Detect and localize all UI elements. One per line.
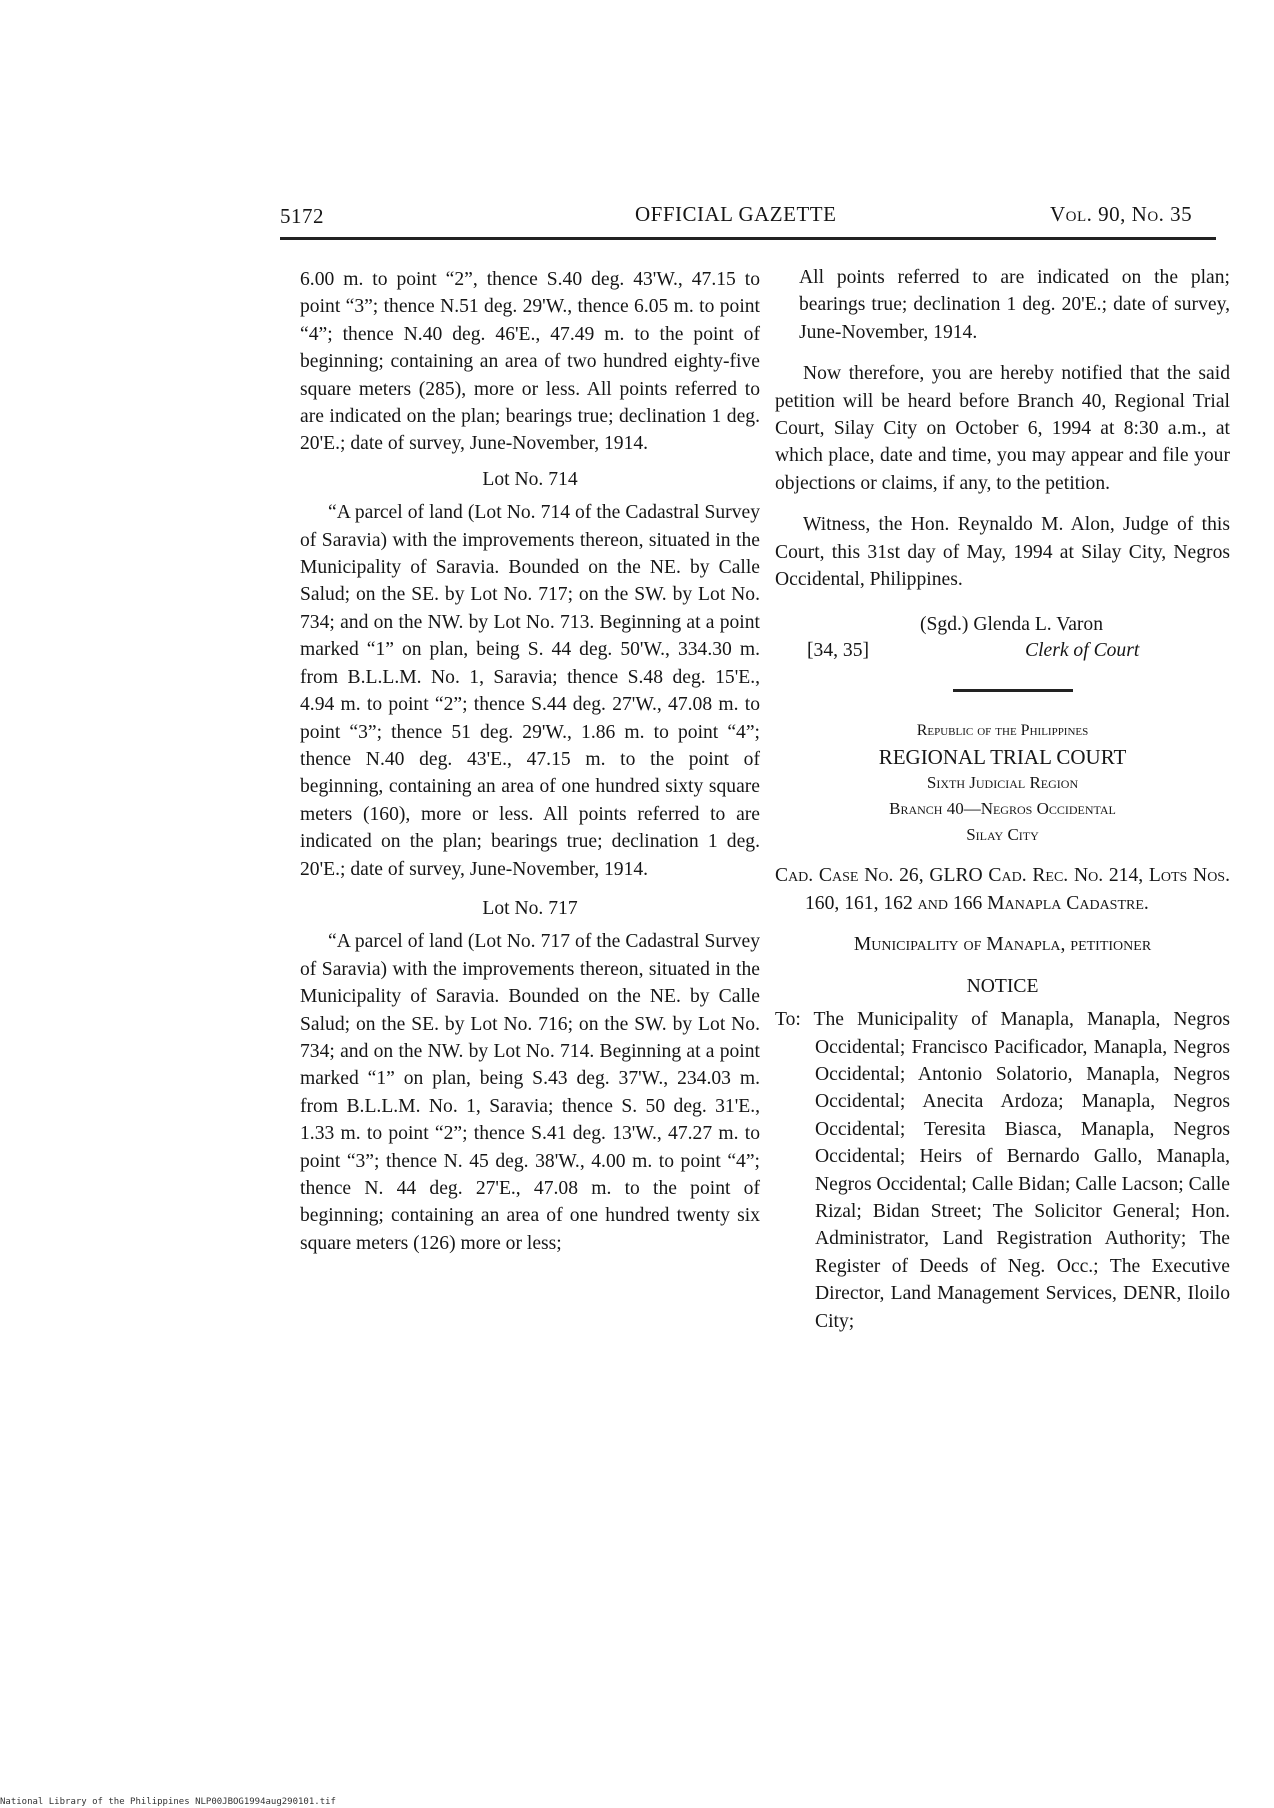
scan-footer: National Library of the Philippines NLP00JBOG1994aug290101.tif xyxy=(0,1797,336,1807)
court-branch: Branch 40—Negros Occidental xyxy=(889,799,1116,819)
issue-reference: [34, 35] xyxy=(807,640,870,662)
left-paragraph-continuation: 6.00 m. to point “2”, thence S.40 deg. 43'W., 47.15 to point “3”; thence N.51 deg. 29'W., thence 6.05 m. to point “4”; thence N.40 deg. 46'E., 47.49 m. to the point of beginning; containing an area of two hundred eighty-five square meters (285), more or less. All points referred to are indicated on the plan; bearings true; declination 1 deg. 20'E.; date of survey, June-November, 1914. xyxy=(300,269,760,455)
right-paragraph-continuation: All points referred to are indicated on the plan; bearings true; declination 1 deg. 20'E.; date of survey, June-November, 1914. xyxy=(799,267,1230,343)
header-rule xyxy=(280,237,1216,240)
lot-717-heading: Lot No. 717 xyxy=(482,897,578,919)
page-number: 5172 xyxy=(280,204,324,228)
right-column xyxy=(775,264,1230,1335)
notice-title: NOTICE xyxy=(966,975,1039,997)
lot-717-description: “A parcel of land (Lot No. 717 of the Cadastral Survey of Saravia) with the improvements thereon, situated in the Municipality of Saravia. Bounded on the NE. by Calle Salud; on the SE. by Lot No. 716; on the SW. by Lot No. 734; and on the NW. by Lot No. 714. Beginning at a point marked “1” on plan, being S.43 deg. 37'W., 234.03 m. from B.L.L.M. No. 1, Saravia; thence S. 50 deg. 31'E., 1.33 m. to point “2”; thence S.41 deg. 13'W., 47.27 m. to point “3”; thence N. 45 deg. 38'W., 4.00 m. to point “4”; thence N. 44 deg. 27'E., 47.08 m. to the point of beginning; containing an area of one hundred twenty six square meters (126) more or less; xyxy=(300,931,760,1254)
court-region: Sixth Judicial Region xyxy=(926,773,1079,793)
witness-paragraph: Witness, the Hon. Reynaldo M. Alon, Judge of this Court, this 31st day of May, 1994 at Silay City, Negros Occidental, Philippines. xyxy=(775,514,1230,591)
volume-number: Vol. 90, No. 35 xyxy=(1050,202,1193,226)
clerk-title: Clerk of Court xyxy=(1025,640,1140,662)
section-divider xyxy=(953,689,1073,692)
notice-recipients: To: The Municipality of Manapla, Manapla, Negros Occidental; Francisco Pacificador, Manapla, Negros Occidental; Antonio Solatorio, Manapla, Negros Occidental; Anecita Ardoza; Manapla, Negros Occidental; Teresita Biasca, Manapla, Negros Occidental; Heirs of Bernardo Gallo, Manapla, Negros Occidental; Calle Bidan; Calle Lacson; Calle Rizal; Bidan Street; The Solicitor General; Hon. Administrator, Land Registration Authority; The Register of Deeds of Neg. Occ.; The Executive Director, Land Management Services, DENR, Iloilo City; xyxy=(775,1009,1230,1332)
case-caption: Cad. Case No. 26, GLRO Cad. Rec. No. 214, Lots Nos. 160, 161, 162 and 166 Manapla Cadastre. xyxy=(775,865,1230,914)
court-name: REGIONAL TRIAL COURT xyxy=(878,745,1127,770)
signature: (Sgd.) Glenda L. Varon xyxy=(920,614,1104,636)
court-republic: Republic of the Philippines xyxy=(916,722,1089,740)
lot-714-description: “A parcel of land (Lot No. 714 of the Cadastral Survey of Saravia) with the improvements thereon, situated in the Municipality of Saravia. Bounded on the NE. by Calle Salud; on the SE. by Lot No. 717; on the SW. by Lot No. 734; and on the NW. by Lot No. 713. Beginning at a point marked “1” on plan, being S. 44 deg. 50'W., 334.30 m. from B.L.L.M. No. 1, Saravia; thence S.48 deg. 15'E., 4.94 m. to point “2”; thence S.44 deg. 27'W., 47.08 m. to point “3”; thence 51 deg. 29'W., 1.86 m. to point “4”; thence N.40 deg. 43'E., 47.15 m. to the point of beginning, containing an area of one hundred sixty square meters (160), more or less. All points referred to are indicated on the plan; bearings true; declination 1 deg. 20'E.; date of survey, June-November, 1914. xyxy=(300,502,760,880)
gazette-title: OFFICIAL GAZETTE xyxy=(635,202,837,226)
court-city: Silay City xyxy=(966,825,1039,845)
hearing-notice-paragraph: Now therefore, you are hereby notified that the said petition will be heard before Branch 40, Regional Trial Court, Silay City on October 6, 1994 at 8:30 a.m., at which place, date and time, you may appear and file your objections or claims, if any, to the petition. xyxy=(775,363,1230,494)
petitioner-line: Municipality of Manapla, petitioner xyxy=(853,934,1152,956)
left-column xyxy=(300,266,760,1257)
signature-block xyxy=(775,611,1230,671)
court-header xyxy=(775,718,1230,848)
lot-714-heading: Lot No. 714 xyxy=(482,468,578,490)
